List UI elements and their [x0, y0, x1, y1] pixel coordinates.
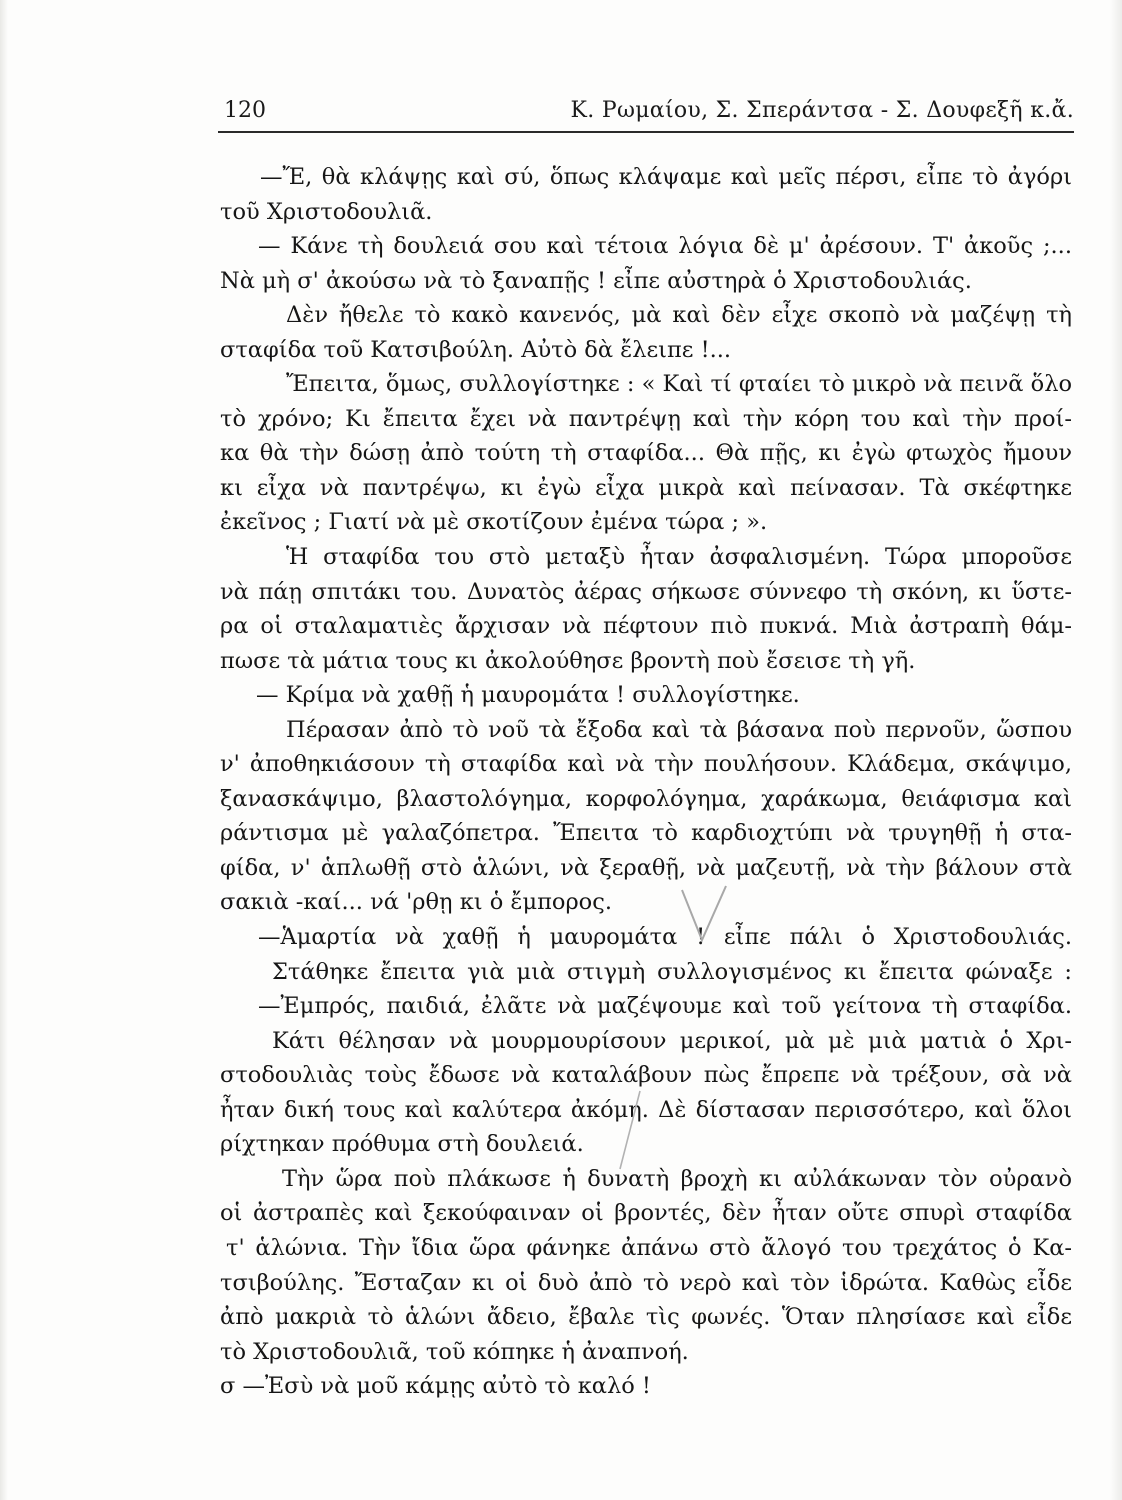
text-line: πωσε τὰ μάτια τους κι ἀκολούθησε βροντὴ ποὺ ἔσεισε τὴ γῆ. — [220, 647, 916, 674]
text-line: σταφίδα τοῦ Κατσιβούλη. Αὐτὸ δὰ ἔλειπε !... — [220, 336, 732, 363]
text-line: Κάτι θέλησαν νὰ μουρμουρίσουν μερικοί, μὰ μὲ μιὰ ματιὰ ὁ Χρι- — [272, 1027, 1072, 1054]
text-line: — Κάνε τὴ δουλειά σου καὶ τέτοια λόγια δὲ μ' ἀρέσουν. Τ' ἀκοῦς ;... — [258, 233, 1072, 260]
text-line: ἐκεῖνος ; Γιατί νὰ μὲ σκοτίζουν ἐμένα τώρα ; ». — [220, 509, 768, 536]
page-number: 120 — [224, 98, 266, 123]
text-line: ἦταν δική τους καὶ καλύτερα ἀκόμη. Δὲ δίστασαν περισσότερο, καὶ ὅλοι — [220, 1096, 1072, 1123]
text-line: στοδουλιὰς τοὺς ἔδωσε νὰ καταλάβουν πὼς ἔπρεπε νὰ τρέξουν, σὰ νὰ — [220, 1062, 1072, 1089]
text-line: Τὴν ὥρα ποὺ πλάκωσε ἡ δυνατὴ βροχὴ κι αὐλάκωναν τὸν οὐρανὸ — [282, 1165, 1072, 1192]
text-line: ράντισμα μὲ γαλαζόπετρα. Ἔπειτα τὸ καρδιοχτύπι νὰ τρυγηθῇ ἡ στα- — [220, 820, 1072, 847]
page-edge-right — [1110, 0, 1122, 1500]
text-line: —Ἔ, θὰ κλάψῃς καὶ σύ, ὅπως κλάψαμε καὶ μεῖς πέρσι, εἶπε τὸ ἀγόρι — [260, 164, 1072, 190]
text-line: τοῦ Χριστοδουλιᾶ. — [220, 198, 433, 225]
text-line: — Κρίμα νὰ χαθῇ ἡ μαυρομάτα ! συλλογίστηκε. — [256, 682, 800, 709]
text-line: Νὰ μὴ σ' ἀκούσω νὰ τὸ ξαναπῇς ! εἶπε αὐστηρὰ ὁ Χριστοδουλιάς. — [220, 267, 972, 294]
header-rule — [218, 131, 1074, 133]
text-line: κα θὰ τὴν δώσῃ ἀπὸ τούτη τὴ σταφίδα... Θὰ πῇς, κι ἐγὼ φτωχὸς ἤμουν — [220, 440, 1072, 467]
text-line: τ' ἁλώνια. Τὴν ἴδια ὥρα φάνηκε ἀπάνω στὸ ἄλογό του τρεχάτος ὁ Κα- — [226, 1234, 1072, 1261]
text-line: ἀπὸ μακριὰ τὸ ἁλώνι ἄδειο, ἔβαλε τὶς φωνές. Ὅταν πλησίασε καὶ εἶδε — [220, 1304, 1072, 1331]
pencil-check-mark — [676, 880, 736, 950]
text-line: Πέρασαν ἀπὸ τὸ νοῦ τὰ ἔξοδα καὶ τὰ βάσανα ποὺ περνοῦν, ὥσπου — [286, 716, 1072, 743]
text-line: κι εἶχα νὰ παντρέψω, κι ἐγὼ εἶχα μικρὰ καὶ πείνασαν. Τὰ σκέφτηκε — [220, 474, 1072, 501]
text-line: Ἡ σταφίδα του στὸ μεταξὺ ἦταν ἀσφαλισμένη. Τώρα μποροῦσε — [286, 544, 1072, 571]
running-head: Κ. Ρωμαίου, Σ. Σπεράντσα - Σ. Δουφεξῆ κ.ἄ. — [570, 98, 1074, 123]
text-line: σ —Ἐσὺ νὰ μοῦ κάμῃς αὐτὸ τὸ καλό ! — [220, 1373, 651, 1400]
text-line: τὸ Χριστοδουλιᾶ, τοῦ κόπηκε ἡ ἀναπνοή. — [220, 1338, 689, 1365]
text-line: Στάθηκε ἔπειτα γιὰ μιὰ στιγμὴ συλλογισμένος κι ἔπειτα φώναξε : — [272, 958, 1072, 985]
body-text — [220, 160, 1072, 1404]
text-line: Ἔπειτα, ὅμως, συλλογίστηκε : « Καὶ τί φταίει τὸ μικρὸ νὰ πεινᾶ ὅλο — [286, 371, 1072, 398]
text-line: —Ἐμπρός, παιδιά, ἐλᾶτε νὰ μαζέψουμε καὶ τοῦ γείτονα τὴ σταφίδα. — [258, 993, 1072, 1020]
text-line: ν' ἀποθηκιάσουν τὴ σταφίδα καὶ νὰ τὴν πουλήσουν. Κλάδεμα, σκάψιμο, — [220, 751, 1072, 778]
text-line: ξανασκάψιμο, βλαστολόγημα, κορφολόγημα, χαράκωμα, θειάφισμα καὶ — [220, 785, 1072, 812]
text-line: τσιβούλης. Ἔσταζαν κι οἱ δυὸ ἀπὸ τὸ νερὸ καὶ τὸν ἱδρώτα. Καθὼς εἶδε — [220, 1269, 1072, 1296]
text-line: ρα οἱ σταλαματιὲς ἄρχισαν νὰ πέφτουν πιὸ πυκνά. Μιὰ ἀστραπὴ θάμ- — [220, 613, 1072, 640]
text-line: φίδα, ν' ἁπλωθῇ στὸ ἁλώνι, νὰ ξεραθῇ, νὰ μαζευτῇ, νὰ τὴν βάλουν στὰ — [220, 854, 1072, 881]
page-header — [218, 94, 1074, 134]
text-line: —Ἁμαρτία νὰ χαθῇ ἡ μαυρομάτα ! εἶπε πάλι ὁ Χριστοδουλιάς. — [258, 924, 1072, 951]
text-line: ρίχτηκαν πρόθυμα στὴ δουλειά. — [220, 1131, 584, 1158]
text-line: οἱ ἀστραπὲς καὶ ξεκούφαιναν οἱ βροντές, δὲν ἦταν οὔτε σπυρὶ σταφίδα — [220, 1200, 1072, 1227]
page-edge-left — [0, 0, 8, 1500]
pencil-stroke-mark — [610, 1085, 650, 1175]
text-line: Δὲν ἤθελε τὸ κακὸ κανενός, μὰ καὶ δὲν εἶχε σκοπὸ νὰ μαζέψῃ τὴ — [286, 302, 1072, 329]
text-line: τὸ χρόνο; Κι ἔπειτα ἔχει νὰ παντρέψῃ καὶ τὴν κόρη του καὶ τὴν προί- — [220, 405, 1072, 432]
text-line: νὰ πάῃ σπιτάκι του. Δυνατὸς ἀέρας σήκωσε σύννεφο τὴ σκόνη, κι ὕστε- — [220, 578, 1072, 605]
text-line: σακιὰ -καί... νά 'ρθῃ κι ὁ ἔμπορος. — [220, 889, 612, 916]
